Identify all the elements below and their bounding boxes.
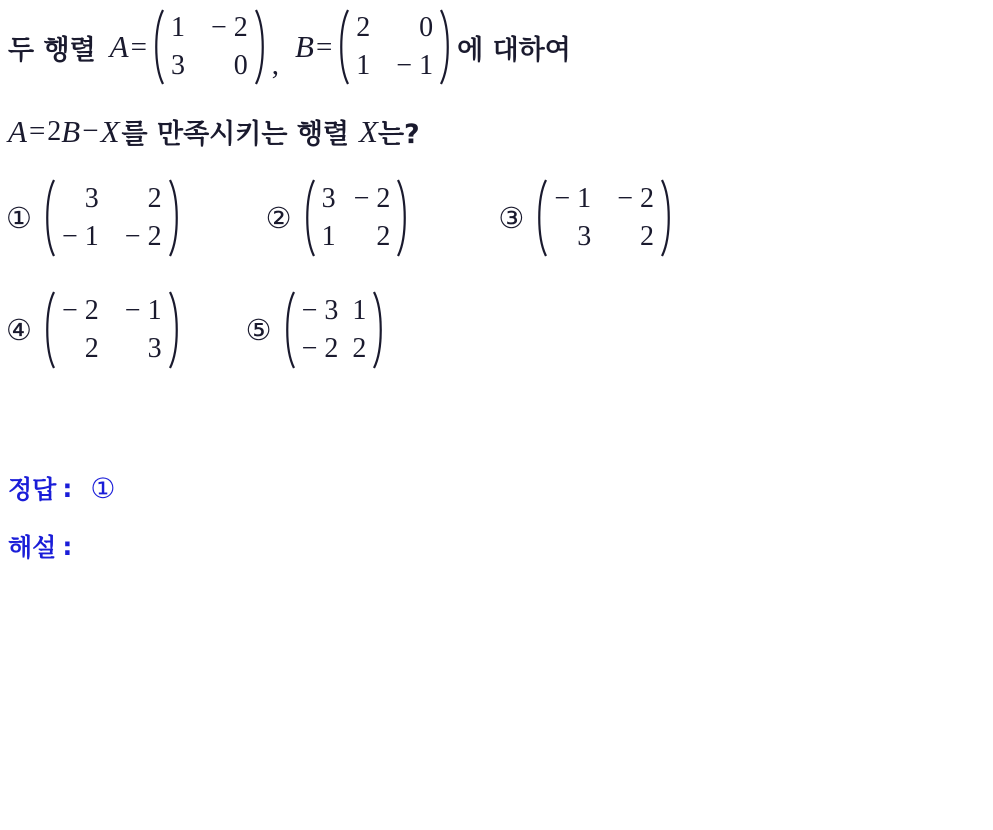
answer-block [8,470,115,564]
matrix-b-r1c1: 2 [356,11,371,43]
answer-line [8,470,115,506]
equation-lhs: A [8,113,27,149]
equals-sign-b: = [315,30,333,63]
choice-3-matrix [532,178,676,258]
equation-coefficient: 2 [47,115,62,147]
equation-equals: = [28,115,46,147]
equation-minus: − [82,115,99,147]
choice-4-r1c1: − 2 [62,294,99,326]
choice-3-r2c1: 3 [577,221,592,252]
stem-suffix-text: 에 대하여 [457,34,571,66]
right-paren-icon [439,8,455,86]
choice-1-r1c1: 3 [84,182,99,214]
choice-1-r2c1: − 1 [62,221,99,252]
problem-equation-line [8,112,420,151]
question-x-symbol: X [359,113,378,149]
choice-5-matrix [280,290,389,370]
left-paren-icon [300,178,316,258]
right-paren-icon [660,178,676,258]
choice-3-r1c2: − 2 [617,182,654,214]
solution-colon: : [62,531,73,561]
equation-x-symbol: X [100,113,120,149]
question-text: 를 만족시키는 행렬 [121,119,349,150]
choice-2-r1c1: 3 [321,182,336,214]
choice-5[interactable] [246,290,389,370]
right-paren-icon [168,290,184,370]
choice-4-marker: ④ [6,313,32,347]
left-paren-icon [40,290,56,370]
matrix-b [334,8,455,86]
problem-stem-line [8,8,571,86]
choice-5-r1c2: 1 [352,294,367,326]
left-paren-icon [334,8,350,86]
choice-1-r2c2: − 2 [124,221,162,252]
matrix-a-r1c1: 1 [170,11,185,43]
left-paren-icon [40,178,56,258]
stem-comma: , [271,49,279,81]
choices-row-bottom [6,290,388,370]
matrix-a [149,8,270,86]
answer-value: ① [90,471,116,505]
left-paren-icon [532,178,548,258]
choice-2-r2c2: 2 [376,221,391,252]
question-tail: 는? [377,119,420,150]
right-paren-icon [254,8,270,86]
matrix-a-r2c2: 0 [233,50,248,81]
choice-1-r1c2: 2 [147,182,162,214]
choice-4-matrix [40,290,184,370]
matrix-b-r2c1: 1 [356,50,371,81]
choice-2-matrix [300,178,413,258]
choice-3-marker: ③ [498,201,525,235]
matrix-a-symbol: A [109,29,129,64]
choice-1-matrix [40,178,184,258]
matrix-b-r1c2: 0 [419,11,434,43]
choice-5-r2c2: 2 [352,333,367,364]
choice-4-r2c1: 2 [84,333,99,364]
solution-line [8,528,115,564]
left-paren-icon [280,290,296,370]
matrix-a-r2c1: 3 [170,50,185,81]
right-paren-icon [372,290,388,370]
choice-5-marker: ⑤ [245,313,272,347]
choice-4[interactable] [6,290,184,370]
answer-colon: : [62,473,73,503]
equals-sign-a: = [130,30,147,63]
choice-1[interactable] [6,178,184,258]
solution-label: 해설 [8,533,57,562]
choice-3-r1c1: − 1 [554,182,592,214]
choice-3[interactable] [498,178,676,258]
choice-2-marker: ② [265,201,292,235]
right-paren-icon [396,178,412,258]
matrix-b-r2c2: − 1 [396,50,434,81]
choice-2[interactable] [266,178,413,258]
choice-1-marker: ① [6,201,32,235]
choice-5-r2c1: − 2 [301,333,339,364]
equation-b-symbol: B [61,113,81,149]
choice-4-r1c2: − 1 [124,294,162,326]
choices-row-top [6,178,676,258]
choice-2-r2c1: 1 [321,221,336,252]
answer-label: 정답 [8,475,57,504]
left-paren-icon [149,8,165,86]
right-paren-icon [168,178,184,258]
choice-2-r1c2: − 2 [353,182,391,214]
matrix-a-r1c2: − 2 [210,11,248,43]
choice-5-r1c1: − 3 [301,294,339,326]
stem-prefix-text: 두 행렬 [8,34,96,66]
matrix-b-symbol: B [295,29,314,64]
choice-4-r2c2: 3 [147,333,162,364]
choice-3-r2c2: 2 [639,221,654,252]
